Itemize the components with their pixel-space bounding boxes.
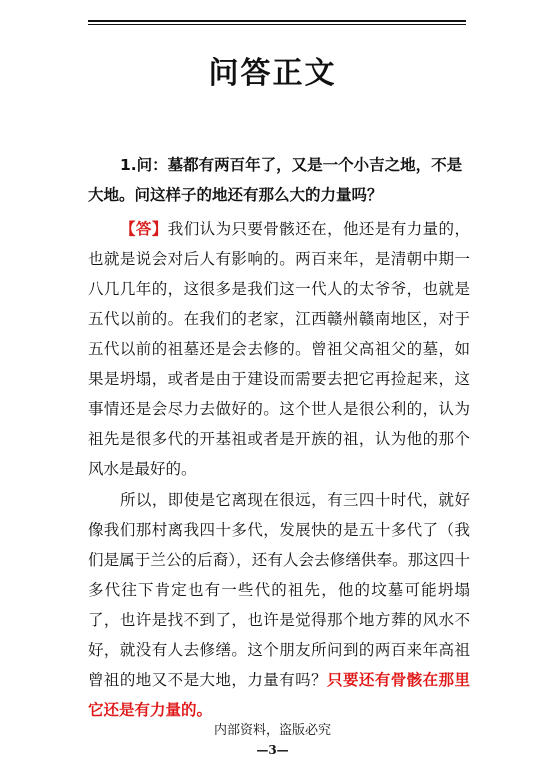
answer-tag: 【答】 bbox=[120, 219, 168, 238]
header-rule-thick bbox=[88, 20, 466, 22]
answer-paragraph-1-text: 我们认为只要骨骸还在，他还是有力量的，也就是说会对后人有影响的。两百来年，是清朝中期一八几几年的，这很多是我们这一代人的太爷爷，也就是五代以前的。在我们的老家，江西赣州赣南地区，对于五代以前的祖墓还是会去修的。曾祖父高祖父的墓，如果是坍塌，或者是由于建设而需要去把它再捡起来，这事情还是会尽力去做好的。这个世人是很公利的，认为祖先是很多代的开基祖或者是开族的祖，认为他的那个风水是最好的。 bbox=[88, 220, 470, 478]
answer-paragraph-2-text: 所以，即使是它离现在很远，有三四十时代，就好像我们那村离我四十多代，发展快的是五十多代了（我们是属于兰公的后裔），还有人会去修缮供奉。那这四十多代往下肯定也有一些代的祖先，他的坟墓可能坍塌了，也许是找不到了，也许是觉得那个地方葬的风水不好，就没有人去修缮。这个朋友所问到的两百来年高祖曾祖的地又不是大地，力量有吗？ bbox=[88, 491, 470, 689]
question-text: 1.问：墓都有两百年了，又是一个小吉之地，不是大地。问这样子的地还有那么大的力量吗？ bbox=[88, 156, 463, 204]
page-title: 问答正文 bbox=[208, 56, 337, 91]
page-number: —3— bbox=[256, 743, 289, 757]
footer-note: 内部资料，盗版必究 bbox=[213, 723, 331, 738]
header-rule-thin bbox=[88, 24, 466, 25]
answer-emphasis: 只要还有骨骸在那里它还是有力量的。 bbox=[88, 671, 470, 719]
answer-paragraph-1 bbox=[88, 214, 470, 484]
answer-paragraph-2 bbox=[88, 485, 470, 725]
